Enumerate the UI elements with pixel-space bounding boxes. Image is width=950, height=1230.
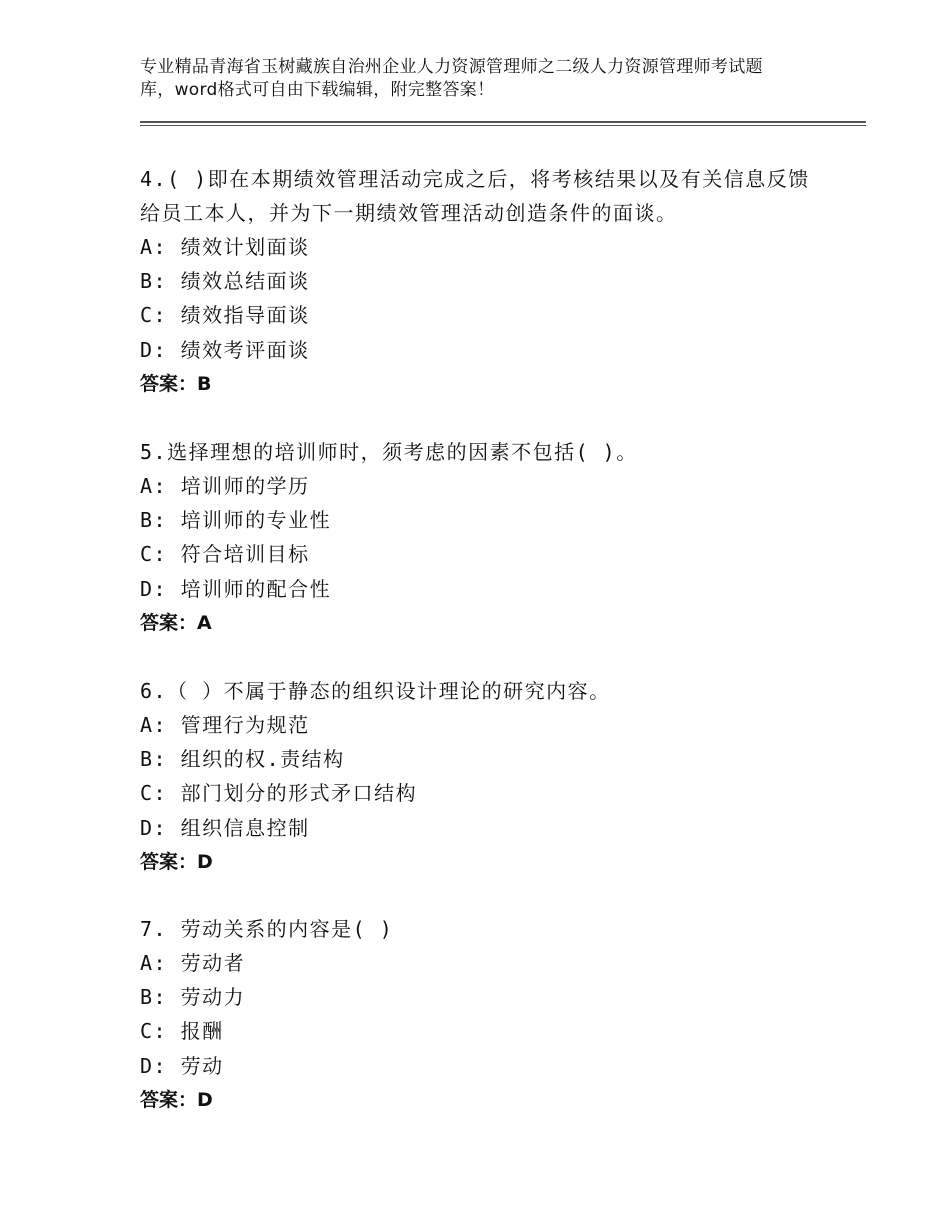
option-c: C: 报酬 bbox=[140, 1019, 224, 1044]
option-b: B: 劳动力 bbox=[140, 985, 246, 1010]
question-stem-line-1: 4.( )即在本期绩效管理活动完成之后，将考核结果以及有关信息反馈 bbox=[140, 167, 810, 191]
header-divider-thin bbox=[140, 125, 866, 126]
option-d: D: 绩效考评面谈 bbox=[140, 337, 310, 362]
option-b: B: 培训师的专业性 bbox=[140, 508, 332, 533]
answer-line: 答案：B bbox=[140, 372, 212, 395]
option-a: A: 劳动者 bbox=[140, 951, 246, 975]
question-stem-line-2: 给员工本人，并为下一期绩效管理活动创造条件的面谈。 bbox=[140, 201, 678, 225]
option-c: C: 符合培训目标 bbox=[140, 542, 310, 567]
question-4 bbox=[140, 162, 820, 401]
option-b: B: 绩效总结面谈 bbox=[140, 269, 310, 294]
question-stem-line-1: 7. 劳动关系的内容是( ) bbox=[140, 917, 394, 941]
header-divider-thick bbox=[140, 121, 866, 123]
answer-line: 答案：A bbox=[140, 611, 212, 634]
option-d: D: 劳动 bbox=[140, 1053, 224, 1078]
option-c: C: 部门划分的形式矛口结构 bbox=[140, 781, 418, 806]
option-a: A: 管理行为规范 bbox=[140, 713, 310, 737]
question-stem-line-1: 5.选择理想的培训师时，须考虑的因素不包括( )。 bbox=[140, 440, 638, 464]
answer-line: 答案：D bbox=[140, 1088, 213, 1111]
header-line-1: 专业精品青海省玉树藏族自治州企业人力资源管理师之二级人力资源管理师考试题 bbox=[140, 57, 763, 77]
document-header bbox=[140, 56, 840, 102]
question-stem-line-1: 6.（ ）不属于静态的组织设计理论的研究内容。 bbox=[140, 679, 611, 703]
question-6 bbox=[140, 674, 820, 879]
answer-line: 答案：D bbox=[140, 850, 213, 873]
option-c: C: 绩效指导面谈 bbox=[140, 303, 310, 328]
header-line-2: 库，word格式可自由下载编辑，附完整答案！ bbox=[140, 80, 495, 100]
option-a: A: 绩效计划面谈 bbox=[140, 235, 310, 259]
question-5 bbox=[140, 435, 820, 640]
option-b: B: 组织的权.责结构 bbox=[140, 747, 345, 772]
option-d: D: 组织信息控制 bbox=[140, 815, 310, 840]
option-a: A: 培训师的学历 bbox=[140, 474, 310, 498]
option-d: D: 培训师的配合性 bbox=[140, 576, 332, 601]
question-7 bbox=[140, 912, 820, 1117]
